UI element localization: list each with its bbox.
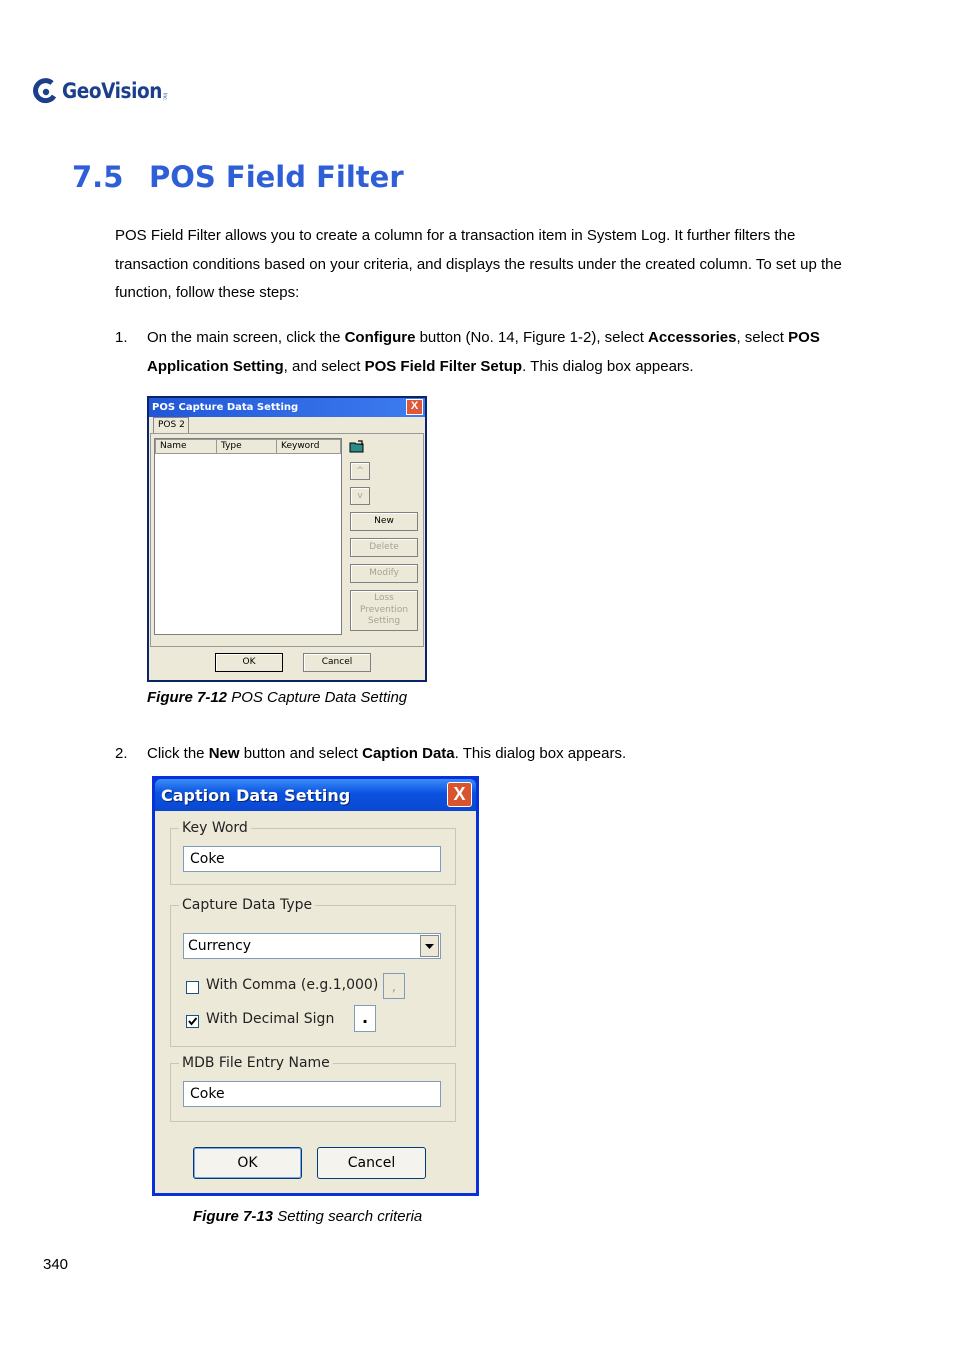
with-comma-label: With Comma (e.g.1,000) (206, 977, 379, 993)
page-number: 340 (43, 1256, 69, 1273)
dialog-body (155, 811, 476, 1193)
figure-number: Figure 7-12 (147, 689, 228, 706)
with-decimal-sign-label: With Decimal Sign (206, 1011, 335, 1027)
modify-button[interactable]: Modify (350, 564, 418, 583)
text-run: . This dialog box appears. (522, 357, 694, 375)
text-run: , and select (283, 357, 365, 375)
loss-prevention-setting-button[interactable] (350, 590, 418, 631)
dialog-titlebar (155, 779, 476, 811)
logo-text: GeoVision (62, 79, 162, 103)
step-text (147, 740, 847, 769)
mdb-file-entry-name-legend: MDB File Entry Name (179, 1055, 333, 1071)
move-down-button[interactable] (350, 487, 370, 505)
button-label-line: Setting (367, 616, 401, 626)
tab-pos-2[interactable]: POS 2 (153, 417, 189, 433)
close-icon: X (453, 784, 466, 804)
keyword-group (170, 820, 456, 885)
decimal-char-field[interactable]: . (354, 1005, 376, 1032)
figure-caption-text: Setting search criteria (273, 1208, 423, 1225)
text-run: button and select (239, 745, 363, 762)
section-title: POS Field Filter (149, 160, 404, 194)
text-run: On the main screen, click the (147, 329, 345, 346)
bold-accessories: Accessories (648, 329, 737, 346)
new-button[interactable]: New (350, 512, 418, 531)
logo-trademark: Inc. (161, 92, 168, 102)
open-folder-icon[interactable] (349, 440, 365, 453)
intro-paragraph: POS Field Filter allows you to create a column for a transaction item in System Log. It further filters the transaction conditions based on your criteria, and displays the results under the created column. To set up the function, follow these steps: (115, 227, 842, 301)
close-button[interactable] (406, 399, 423, 415)
checkmark-icon (187, 1016, 198, 1027)
bold-caption-data: Caption Data (362, 745, 455, 762)
keyword-legend: Key Word (179, 820, 251, 836)
ok-button[interactable]: OK (193, 1147, 302, 1179)
geovision-logo (32, 74, 168, 108)
text-run: , select (736, 329, 789, 346)
text-run: . This dialog box appears. (454, 745, 627, 762)
button-label-line: Prevention (359, 604, 409, 615)
filter-list[interactable] (154, 438, 342, 635)
figure-number: Figure 7-13 (193, 1208, 274, 1225)
figure-caption-text: POS Capture Data Setting (227, 689, 408, 706)
pos-capture-data-setting-dialog (147, 396, 427, 682)
comma-char-field[interactable]: , (383, 973, 405, 999)
arrow-down-icon: v (357, 491, 363, 501)
chevron-down-icon[interactable] (420, 935, 439, 957)
button-label-line: Loss (374, 593, 394, 603)
section-number: 7.5 (72, 160, 124, 194)
dialog-title: POS Capture Data Setting (152, 402, 299, 413)
column-header-name[interactable]: Name (155, 439, 217, 454)
step-number: 2. (115, 745, 128, 762)
geovision-swirl-icon (32, 78, 58, 104)
dialog-title: Caption Data Setting (161, 786, 351, 805)
move-up-button[interactable] (350, 462, 370, 480)
figure-caption (147, 689, 407, 706)
with-decimal-sign-checkbox[interactable] (186, 1015, 199, 1028)
step-text (147, 324, 847, 381)
dialog-body (149, 417, 425, 680)
dialog-titlebar (149, 398, 425, 417)
ok-button[interactable]: OK (215, 653, 283, 672)
bold-configure: Configure (344, 329, 416, 346)
step-2 (115, 740, 850, 770)
capture-data-type-legend: Capture Data Type (179, 897, 315, 913)
mdb-file-entry-name-input[interactable]: Coke (183, 1081, 441, 1107)
cancel-button[interactable]: Cancel (317, 1147, 426, 1179)
text-run: Click the (147, 745, 209, 762)
delete-button[interactable]: Delete (350, 538, 418, 557)
tab-panel (150, 433, 424, 647)
step-1 (115, 324, 850, 384)
caption-data-setting-dialog (152, 776, 479, 1196)
bold-pos-field-filter-setup: POS Field Filter Setup (364, 357, 523, 375)
arrow-up-icon: ^ (356, 466, 364, 476)
step-number: 1. (115, 329, 128, 346)
capture-data-type-select[interactable] (183, 933, 441, 959)
cancel-button[interactable]: Cancel (303, 653, 371, 672)
with-comma-checkbox[interactable] (186, 981, 199, 994)
mdb-file-entry-name-group (170, 1055, 456, 1122)
column-header-keyword[interactable]: Keyword (276, 439, 341, 454)
close-button[interactable] (447, 782, 472, 807)
capture-data-type-value: Currency (188, 938, 252, 954)
figure-caption (193, 1208, 422, 1225)
section-heading (72, 160, 404, 194)
keyword-input[interactable]: Coke (183, 846, 441, 872)
capture-data-type-group (170, 897, 456, 1047)
bold-pos-application-setting: POS Application Setting (147, 329, 820, 375)
text-run: button (No. 14, Figure 1-2), select (415, 329, 649, 346)
column-header-type[interactable]: Type (216, 439, 277, 454)
close-icon: X (410, 400, 419, 412)
bold-new: New (208, 745, 240, 762)
